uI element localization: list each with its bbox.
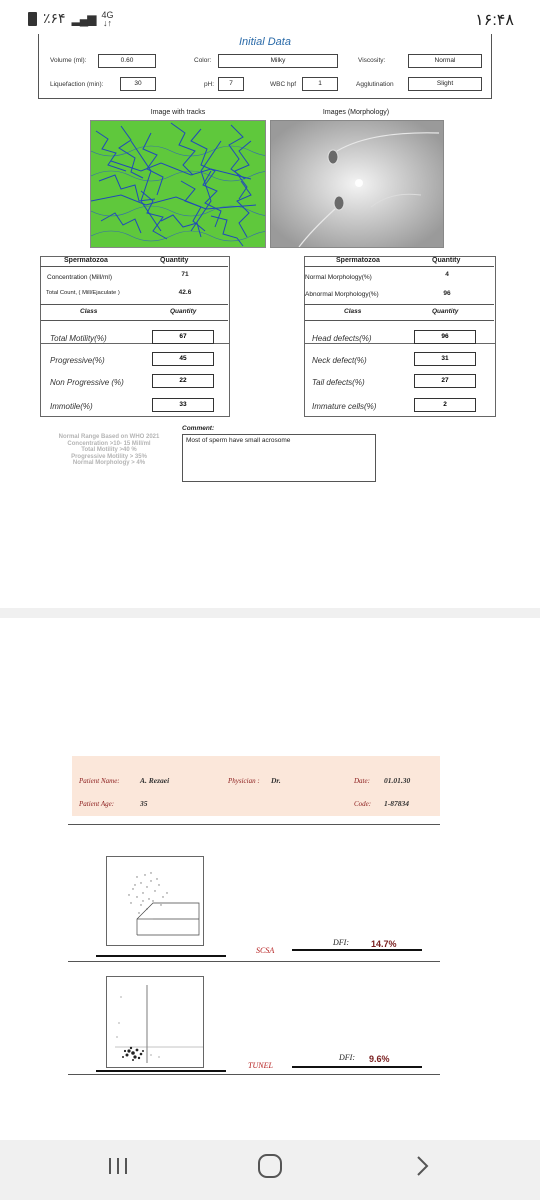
morphology-image-graphic <box>271 121 443 247</box>
total-count-value: 42.6 <box>178 289 192 296</box>
agglutination-label: Agglutination <box>356 81 394 88</box>
head-defects-label: Head defects(%) <box>312 334 372 343</box>
clock: ۱۶:۴۸ <box>475 12 514 29</box>
left-quantity-header: Quantity <box>170 308 197 315</box>
scsa-label: SCSA <box>256 946 275 955</box>
non-progressive-value: 22 <box>152 374 214 388</box>
volume-field: 0.60 <box>98 54 156 68</box>
scsa-dfi-value: 14.7% <box>371 939 397 949</box>
abnormal-morphology-label: Abnormal Morphology(%) <box>305 291 379 298</box>
progressive-label: Progressive(%) <box>50 356 105 365</box>
normal-morphology-value: 4 <box>445 271 449 278</box>
neck-defect-value: 31 <box>414 352 476 366</box>
color-field: Milky <box>218 54 338 68</box>
tail-defects-label: Tail defects(%) <box>312 378 365 387</box>
tunel-plot <box>106 976 204 1068</box>
status-left <box>28 10 114 27</box>
right-quantity-header: Quantity <box>432 308 459 315</box>
section-title: Initial Data <box>239 36 291 48</box>
tunel-label: TUNEL <box>248 1061 273 1070</box>
left-col-quantity: Quantity <box>160 257 189 264</box>
right-class-header: Class <box>344 308 362 315</box>
tail-defects-value: 27 <box>414 374 476 388</box>
immature-cells-label: Immature cells(%) <box>312 402 377 411</box>
patient-age-label: Patient Age: <box>79 800 115 808</box>
signal-icon: ▂▄▆ <box>71 11 96 26</box>
comment-box <box>182 434 376 482</box>
navigation-bar <box>0 1140 540 1200</box>
viscosity-label: Viscosity: <box>358 57 386 64</box>
report-page-1 <box>0 36 540 608</box>
concentration-label: Concentration (Mill/ml) <box>47 274 113 281</box>
liquefaction-label: Liquefaction (min): <box>50 81 104 88</box>
total-motility-value: 67 <box>152 330 214 344</box>
tunel-dfi-label: DFI: <box>339 1053 355 1062</box>
total-motility-label: Total Motility(%) <box>50 334 107 343</box>
patient-name: A. Rezaei <box>140 776 170 785</box>
morphology-image <box>270 120 444 248</box>
abnormal-morphology-value: 96 <box>443 290 451 297</box>
concentration-value: 71 <box>181 271 189 278</box>
ph-label: pH: <box>204 81 215 88</box>
date-label: Date: <box>354 777 370 785</box>
progressive-value: 45 <box>152 352 214 366</box>
battery-percent: ٪۶۴ <box>43 10 66 26</box>
battery-icon <box>28 12 37 26</box>
physician-label: Physician : <box>228 777 260 785</box>
patient-name-label: Patient Name: <box>79 777 120 785</box>
immotile-label: Immotile(%) <box>50 402 93 411</box>
viscosity-field: Normal <box>408 54 482 68</box>
neck-defect-label: Neck defect(%) <box>312 356 367 365</box>
tunel-scatter-graphic <box>107 977 203 1067</box>
home-icon[interactable] <box>256 1152 284 1180</box>
tracks-image <box>90 120 266 248</box>
code-label: Code: <box>354 800 372 808</box>
scsa-dfi-label: DFI: <box>333 938 349 947</box>
immature-cells-value: 2 <box>414 398 476 412</box>
volume-label: Volume (ml): <box>50 57 87 64</box>
comment-text: Most of sperm have small acrosome <box>186 437 291 444</box>
liquefaction-field: 30 <box>120 77 156 91</box>
wbc-label: WBC hpf <box>270 81 297 88</box>
code: 1-87834 <box>384 799 409 808</box>
right-col-spermatozoa: Spermatozoa <box>336 257 380 264</box>
tracks-title: Image with tracks <box>150 109 206 116</box>
tracks-image-graphic <box>91 121 265 247</box>
morphology-title: Images (Morphology) <box>322 109 390 116</box>
left-class-header: Class <box>80 308 98 315</box>
physician: Dr. <box>271 776 281 785</box>
total-count-label: Total Count, ( Mill/Ejaculate ) <box>46 290 120 296</box>
back-icon[interactable] <box>410 1154 434 1178</box>
recent-apps-icon[interactable] <box>106 1154 130 1178</box>
normal-morphology-label: Normal Morphology(%) <box>305 274 372 281</box>
network-type: 4G ↓↑ <box>101 9 114 28</box>
comment-label: Comment: <box>182 425 215 432</box>
immotile-value: 33 <box>152 398 214 412</box>
right-col-quantity: Quantity <box>432 257 461 264</box>
report-page-2 <box>0 618 540 1140</box>
agglutination-field: Slight <box>408 77 482 91</box>
left-col-spermatozoa: Spermatozoa <box>64 257 108 264</box>
ph-field: 7 <box>218 77 244 91</box>
color-label: Color: <box>194 57 212 64</box>
non-progressive-label: Non Progressive (%) <box>50 378 124 387</box>
date: 01.01.30 <box>384 776 411 785</box>
scsa-scatter-graphic <box>107 857 203 945</box>
normal-range-note: Normal Range Based on WHO 2021 Concentration >10- 15 Mill/ml Total Motility >40 % Progressive Motility > 35% Normal Morphology > 4% <box>58 434 160 466</box>
scsa-plot <box>106 856 204 946</box>
tunel-dfi-value: 9.6% <box>369 1054 390 1064</box>
status-bar <box>0 0 540 36</box>
head-defects-value: 96 <box>414 330 476 344</box>
patient-age: 35 <box>140 799 148 808</box>
wbc-field: 1 <box>302 77 338 91</box>
